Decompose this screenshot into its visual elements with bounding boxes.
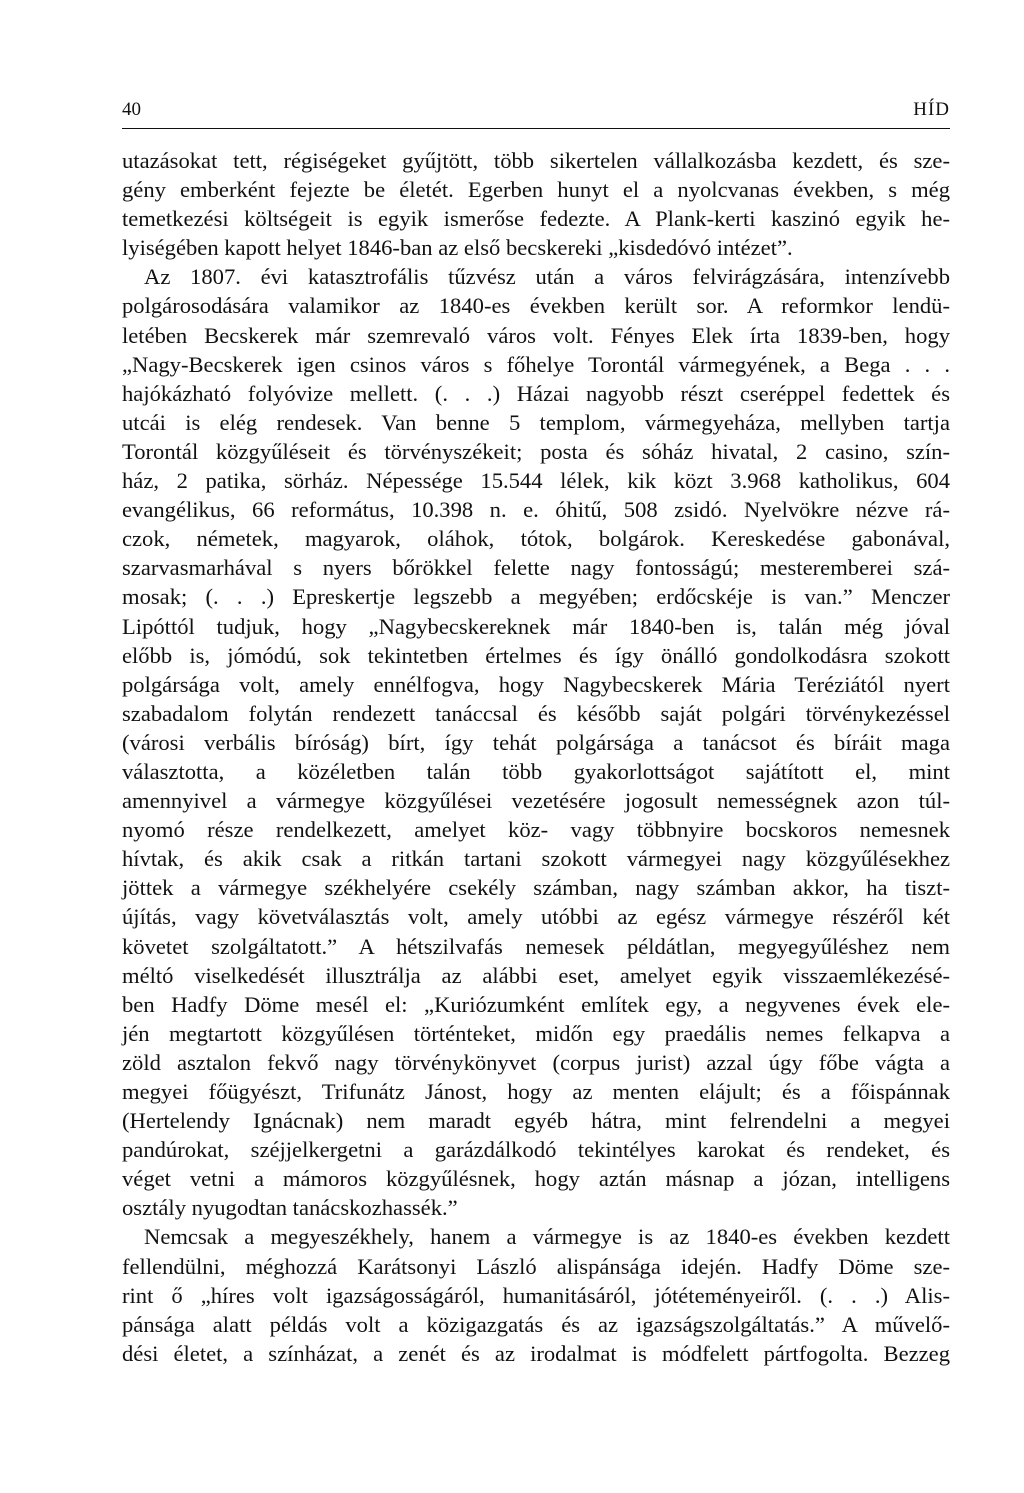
text-line: utazásokat tett, régiségeket gyűjtött, több sikertelen vállalkozásba kezdett, és sze- bbox=[122, 148, 950, 173]
text-line: hajókázható folyóvize mellett. (. . .) Házai nagyobb részt cseréppel fedettek és bbox=[122, 380, 950, 406]
text-line: pánsága alatt példás volt a közigazgatás és az igazságszolgáltatás.” A művelő- bbox=[122, 1311, 950, 1337]
text-line: hívtak, és akik csak a ritkán tartani szokott vármegyei nagy közgyűlésekhez bbox=[122, 846, 950, 872]
text-line: evangélikus, 66 református, 10.398 n. e. óhitű, 508 zsidó. Nyelvökre nézve rá- bbox=[122, 497, 950, 523]
text-line: polgárosodására valamikor az 1840-es években került sor. A reformkor lendü- bbox=[122, 293, 950, 319]
text-line: amennyivel a vármegye közgyűlései vezetésére jogosult nemességnek azon túl- bbox=[122, 788, 950, 814]
text-line: (városi verbális bíróság) bírt, így tehát polgársága a tanácsot és bíráit maga bbox=[122, 729, 950, 755]
text-line: választotta, a közéletben talán több gyakorlottságot sajátított el, mint bbox=[122, 758, 950, 784]
text-line: nyomó része rendelkezett, amelyet köz- vagy többnyire bocskoros nemesnek bbox=[122, 817, 950, 843]
text-line: mosak; (. . .) Epreskertje legszebb a megyében; erdőcskéje is van.” Menczer bbox=[122, 584, 950, 610]
page-header bbox=[122, 98, 950, 129]
text-line: (Hertelendy Ignácnak) nem maradt egyéb hátra, mint felrendelni a megyei bbox=[122, 1108, 950, 1134]
text-line: gény emberként fejezte be életét. Egerben hunyt el a nyolcvanas években, s még bbox=[122, 177, 950, 203]
text-line: dési életet, a színházat, a zenét és az irodalmat is módfelett pártfogolta. Bezzeg bbox=[122, 1340, 950, 1366]
text-line: fellendülni, méghozzá Karátsonyi László alispánsága idején. Hadfy Döme sze- bbox=[122, 1253, 950, 1279]
text-line: polgársága volt, amely ennélfogva, hogy Nagybecskerek Mária Teréziától nyert bbox=[122, 671, 950, 697]
text-line: Az 1807. évi katasztrofális tűzvész után a város felvirágzására, intenzívebb bbox=[144, 264, 950, 290]
body-text bbox=[122, 146, 950, 1368]
text-line: követet szolgáltatott.” A hétszilvafás nemesek példátlan, megyegyűléshez nem bbox=[122, 933, 950, 959]
text-line: letében Becskerek már szemrevaló város volt. Fényes Elek írta 1839-ben, hogy bbox=[122, 322, 950, 348]
text-line: „Nagy-Becskerek igen csinos város s főhelye Torontál vármegyének, a Bega . . . bbox=[122, 351, 950, 377]
text-line: ben Hadfy Döme mesél el: „Kuriózumként említek egy, a negyvenes évek ele- bbox=[122, 991, 950, 1017]
text-line: szabadalom folytán rendezett tanáccsal és később saját polgári törvénykezéssel bbox=[122, 700, 950, 726]
text-line: czok, németek, magyarok, oláhok, tótok, bolgárok. Kereskedése gabonával, bbox=[122, 526, 950, 552]
text-line: szarvasmarhával s nyers bőrökkel felette nagy fontosságú; mesteremberei szá- bbox=[122, 555, 950, 581]
text-line: rint ő „híres volt igazságosságáról, humanitásáról, jótéteményeiről. (. . .) Alis- bbox=[122, 1282, 950, 1308]
text-line: méltó viselkedését illusztrálja az alábbi eset, amelyet egyik visszaemlékezésé- bbox=[122, 962, 950, 988]
running-head: HÍD bbox=[913, 99, 950, 120]
text-line: újítás, vagy követválasztás volt, amely utóbbi az egész vármegye részéről két bbox=[122, 904, 950, 930]
text-line: megyei főügyészt, Trifunátz Jánost, hogy az menten elájult; és a főispánnak bbox=[122, 1079, 950, 1104]
text-line: Nemcsak a megyeszékhely, hanem a vármegye is az 1840-es években kezdett bbox=[144, 1224, 950, 1250]
page-number: 40 bbox=[122, 99, 141, 120]
text-line: utcái is elég rendesek. Van benne 5 templom, vármegyeháza, mellyben tartja bbox=[122, 409, 950, 435]
text-line: temetkezési költségeit is egyik ismerőse fedezte. A Plank-kerti kaszinó egyik he- bbox=[122, 206, 950, 232]
text-line: ház, 2 patika, sörház. Népessége 15.544 lélek, kik közt 3.968 katholikus, 604 bbox=[122, 468, 950, 494]
text-line: jén megtartott közgyűlésen történteket, midőn egy praedális nemes felkapva a bbox=[122, 1020, 950, 1046]
text-line: véget vetni a mámoros közgyűlésnek, hogy aztán másnap a józan, intelligens bbox=[122, 1166, 950, 1192]
text-line: osztály nyugodtan tanácskozhassék.” bbox=[122, 1195, 458, 1221]
text-line: lyiségében kapott helyet 1846-ban az első becskereki „kisdedóvó intézet”. bbox=[122, 235, 793, 261]
text-line: pandúrokat, széjjelkergetni a garázdálkodó tekintélyes karokat és rendeket, és bbox=[122, 1137, 950, 1163]
text-line: Lipóttól tudjuk, hogy „Nagybecskereknek már 1840-ben is, talán még jóval bbox=[122, 613, 950, 639]
text-line: Torontál közgyűléseit és törvényszékeit; posta és sóház hivatal, 2 casino, szín- bbox=[122, 438, 950, 464]
text-line: előbb is, jómódú, sok tekintetben értelmes és így önálló gondolkodásra szokott bbox=[122, 642, 950, 668]
text-line: zöld asztalon fekvő nagy törvénykönyvet (corpus jurist) azzal úgy főbe vágta a bbox=[122, 1049, 950, 1075]
text-line: jöttek a vármegye székhelyére csekély számban, nagy számban akkor, ha tiszt- bbox=[122, 875, 950, 901]
